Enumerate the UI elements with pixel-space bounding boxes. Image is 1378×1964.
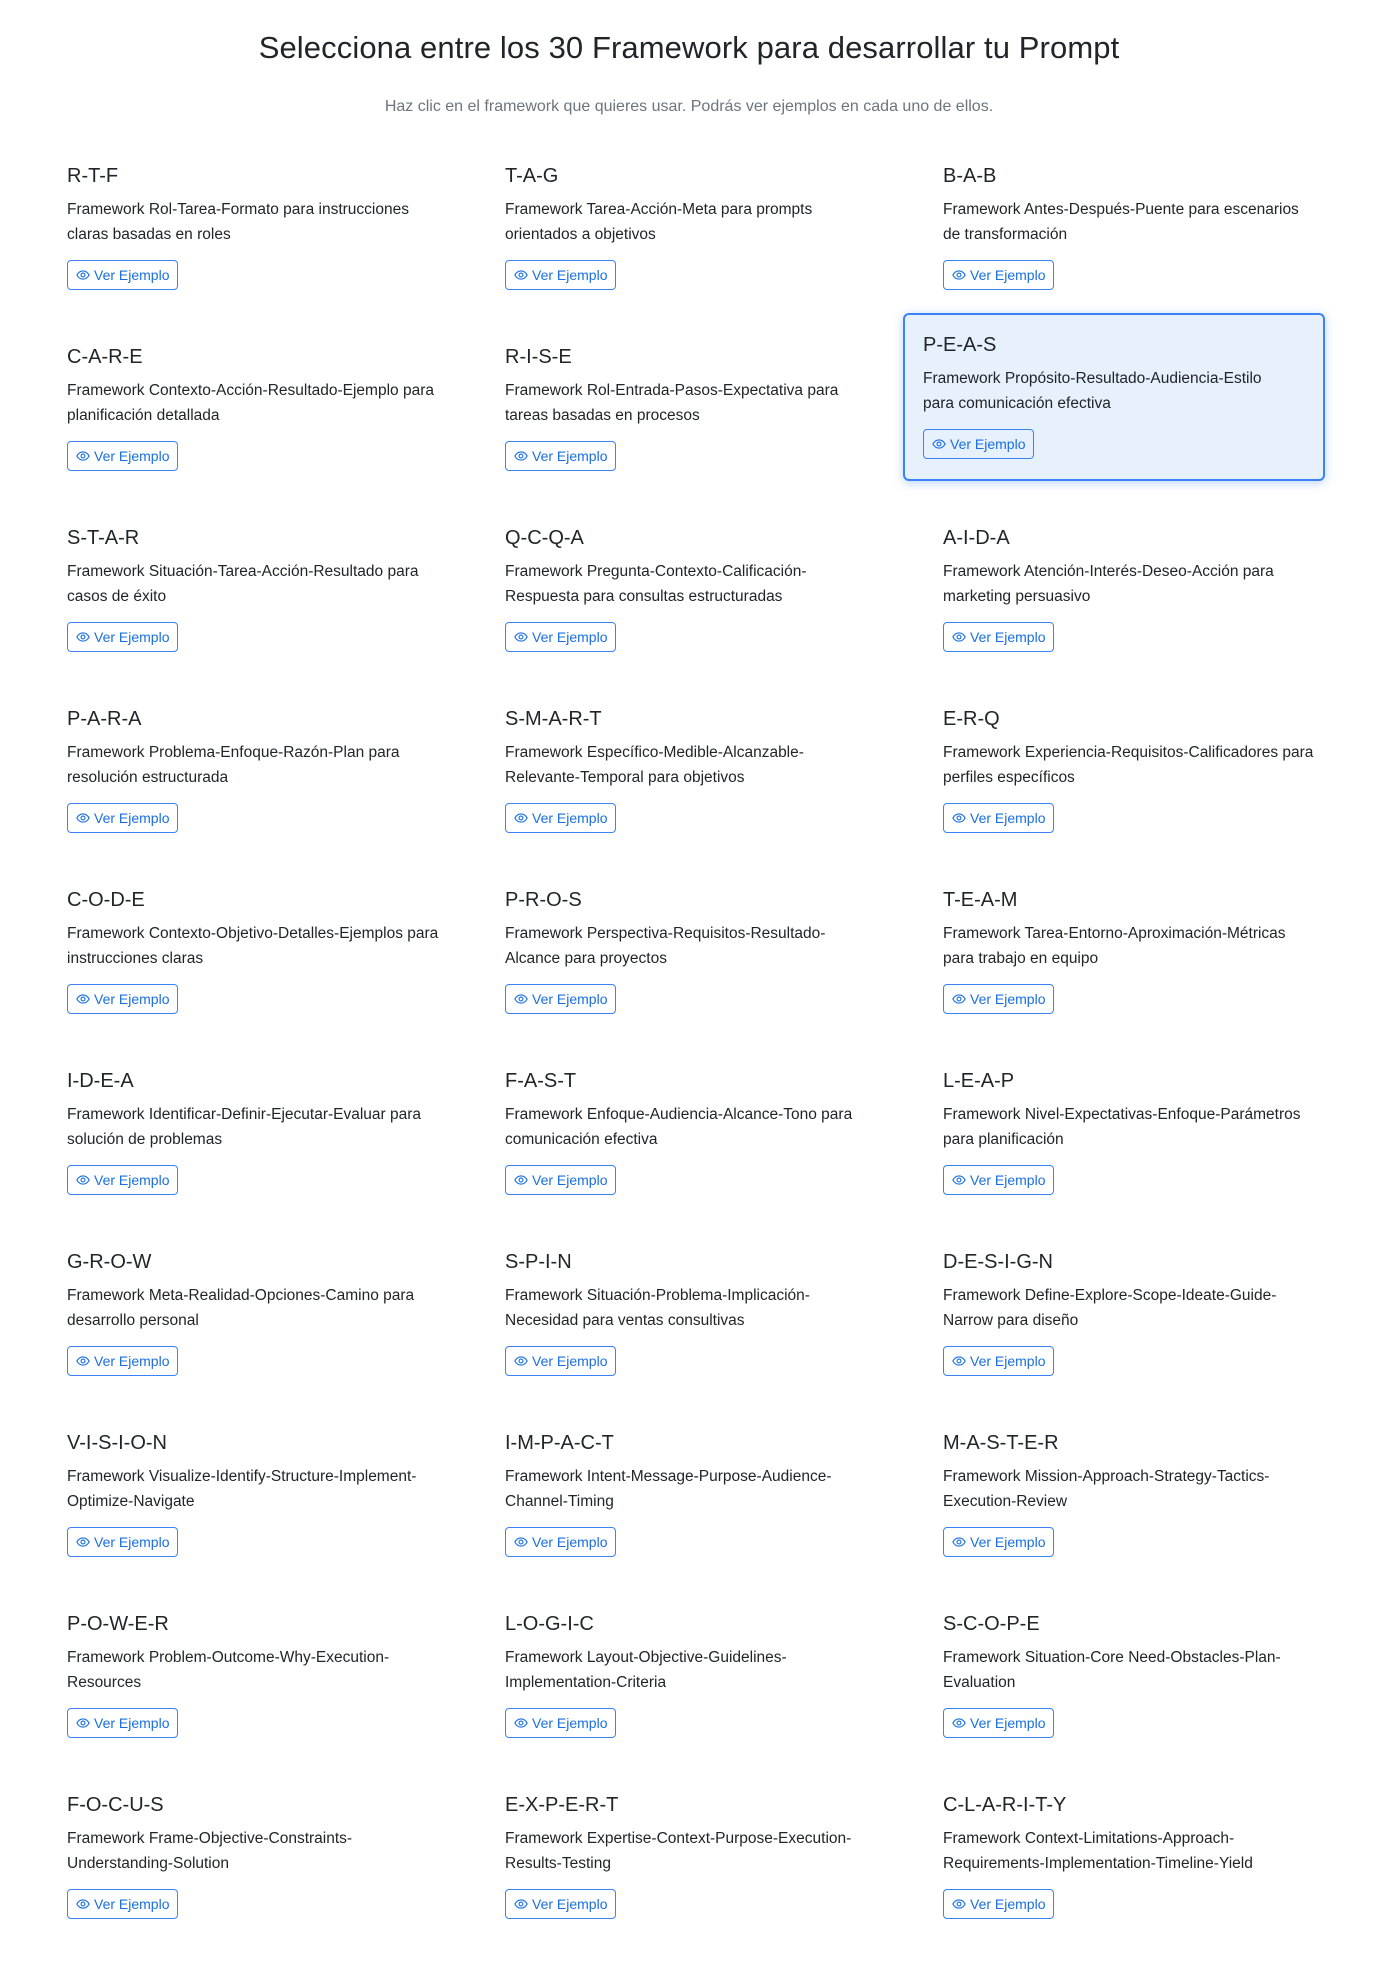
framework-card-pros[interactable] (486, 878, 924, 1059)
framework-description: Framework Atención-Interés-Deseo-Acción para marketing persuasivo (943, 563, 1274, 605)
ver-ejemplo-button[interactable] (505, 1527, 616, 1557)
ver-ejemplo-label: Ver Ejemplo (94, 629, 170, 645)
framework-title: D-E-S-I-G-N (943, 1251, 1053, 1273)
eye-icon (952, 1718, 966, 1728)
ver-ejemplo-label: Ver Ejemplo (532, 448, 608, 464)
ver-ejemplo-label: Ver Ejemplo (532, 629, 608, 645)
ver-ejemplo-button[interactable] (505, 441, 616, 471)
ver-ejemplo-label: Ver Ejemplo (970, 991, 1046, 1007)
framework-description: Framework Tarea-Acción-Meta para prompts orientados a objetivos (505, 201, 813, 243)
framework-description: Framework Situación-Problema-Implicación-Necesidad para ventas consultivas (505, 1287, 810, 1329)
eye-icon (514, 270, 528, 280)
ver-ejemplo-button[interactable] (943, 1527, 1054, 1557)
framework-title: P-A-R-A (67, 708, 142, 730)
eye-icon (514, 632, 528, 642)
eye-icon (952, 632, 966, 642)
ver-ejemplo-label: Ver Ejemplo (532, 1896, 608, 1912)
framework-title: C-A-R-E (67, 346, 143, 368)
framework-card-vision[interactable] (48, 1421, 486, 1602)
eye-icon (952, 994, 966, 1004)
eye-icon (952, 1899, 966, 1909)
eye-icon (76, 813, 90, 823)
eye-icon (514, 1899, 528, 1909)
framework-card-power[interactable] (48, 1602, 486, 1783)
ver-ejemplo-label: Ver Ejemplo (970, 629, 1046, 645)
framework-card-rise[interactable] (486, 335, 924, 516)
framework-grid (48, 154, 1338, 1964)
framework-description: Framework Context-Limitations-Approach-Requirements-Implementation-Timeline-Yield (943, 1830, 1253, 1872)
framework-description: Framework Situación-Tarea-Acción-Resultado para casos de éxito (67, 563, 419, 605)
eye-icon (952, 1175, 966, 1185)
eye-icon (514, 1718, 528, 1728)
ver-ejemplo-button[interactable] (67, 1889, 178, 1919)
framework-description: Framework Layout-Objective-Guidelines-Implementation-Criteria (505, 1649, 787, 1691)
eye-icon (76, 1356, 90, 1366)
framework-title: G-R-O-W (67, 1251, 152, 1273)
framework-description: Framework Intent-Message-Purpose-Audience-Channel-Timing (505, 1468, 832, 1510)
ver-ejemplo-label: Ver Ejemplo (94, 810, 170, 826)
ver-ejemplo-button[interactable] (67, 441, 178, 471)
ver-ejemplo-button[interactable] (505, 803, 616, 833)
ver-ejemplo-label: Ver Ejemplo (970, 1896, 1046, 1912)
framework-description: Framework Visualize-Identify-Structure-Implement-Optimize-Navigate (67, 1468, 417, 1510)
eye-icon (76, 1899, 90, 1909)
ver-ejemplo-button[interactable] (943, 1708, 1054, 1738)
framework-title: I-M-P-A-C-T (505, 1432, 614, 1454)
ver-ejemplo-label: Ver Ejemplo (970, 1534, 1046, 1550)
ver-ejemplo-label: Ver Ejemplo (94, 1896, 170, 1912)
eye-icon (76, 451, 90, 461)
framework-title: B-A-B (943, 165, 997, 187)
framework-card-focus[interactable] (48, 1783, 486, 1964)
framework-description: Framework Rol-Entrada-Pasos-Expectativa para tareas basadas en procesos (505, 382, 839, 424)
ver-ejemplo-label: Ver Ejemplo (532, 991, 608, 1007)
framework-card-code[interactable] (48, 878, 486, 1059)
eye-icon (952, 813, 966, 823)
ver-ejemplo-button[interactable] (943, 803, 1054, 833)
ver-ejemplo-button[interactable] (923, 429, 1034, 459)
framework-title: S-P-I-N (505, 1251, 572, 1273)
ver-ejemplo-button[interactable] (943, 260, 1054, 290)
framework-card-rtf[interactable] (48, 154, 486, 335)
eye-icon (514, 1356, 528, 1366)
framework-title: P-E-A-S (923, 334, 997, 356)
framework-description: Framework Experiencia-Requisitos-Calificadores para perfiles específicos (943, 744, 1314, 786)
framework-card-peas[interactable] (903, 313, 1325, 481)
framework-description: Framework Propósito-Resultado-Audiencia-Estilo para comunicación efectiva (923, 370, 1262, 412)
ver-ejemplo-button[interactable] (505, 260, 616, 290)
ver-ejemplo-label: Ver Ejemplo (94, 991, 170, 1007)
eye-icon (514, 1537, 528, 1547)
framework-description: Framework Contexto-Acción-Resultado-Ejemplo para planificación detallada (67, 382, 434, 424)
ver-ejemplo-button[interactable] (67, 260, 178, 290)
framework-card-qcqa[interactable] (486, 516, 924, 697)
ver-ejemplo-button[interactable] (505, 1165, 616, 1195)
ver-ejemplo-label: Ver Ejemplo (970, 810, 1046, 826)
ver-ejemplo-button[interactable] (505, 984, 616, 1014)
framework-title: C-O-D-E (67, 889, 145, 911)
framework-title: E-R-Q (943, 708, 1000, 730)
framework-description: Framework Problema-Enfoque-Razón-Plan para resolución estructurada (67, 744, 400, 786)
ver-ejemplo-label: Ver Ejemplo (532, 267, 608, 283)
framework-description: Framework Problem-Outcome-Why-Execution-Resources (67, 1649, 390, 1691)
framework-title: C-L-A-R-I-T-Y (943, 1794, 1067, 1816)
framework-description: Framework Contexto-Objetivo-Detalles-Ejemplos para instrucciones claras (67, 925, 439, 967)
framework-card-fast[interactable] (486, 1059, 924, 1240)
framework-title: R-T-F (67, 165, 119, 187)
ver-ejemplo-label: Ver Ejemplo (970, 1172, 1046, 1188)
framework-description: Framework Situation-Core Need-Obstacles-Plan-Evaluation (943, 1649, 1281, 1691)
framework-card-care[interactable] (48, 335, 486, 516)
framework-card-master[interactable] (924, 1421, 1362, 1602)
framework-card-team[interactable] (924, 878, 1362, 1059)
framework-title: M-A-S-T-E-R (943, 1432, 1059, 1454)
framework-title: P-O-W-E-R (67, 1613, 169, 1635)
ver-ejemplo-label: Ver Ejemplo (532, 1715, 608, 1731)
ver-ejemplo-label: Ver Ejemplo (532, 1534, 608, 1550)
framework-card-design[interactable] (924, 1240, 1362, 1421)
ver-ejemplo-label: Ver Ejemplo (94, 448, 170, 464)
framework-description: Framework Tarea-Entorno-Aproximación-Métricas para trabajo en equipo (943, 925, 1286, 967)
ver-ejemplo-button[interactable] (943, 622, 1054, 652)
framework-description: Framework Perspectiva-Requisitos-Resultado-Alcance para proyectos (505, 925, 826, 967)
ver-ejemplo-button[interactable] (67, 1527, 178, 1557)
framework-title: R-I-S-E (505, 346, 572, 368)
ver-ejemplo-button[interactable] (505, 1708, 616, 1738)
framework-description: Framework Rol-Tarea-Formato para instrucciones claras basadas en roles (67, 201, 409, 243)
framework-description: Framework Meta-Realidad-Opciones-Camino para desarrollo personal (67, 1287, 415, 1329)
framework-title: Q-C-Q-A (505, 527, 584, 549)
eye-icon (932, 439, 946, 449)
framework-card-star[interactable] (48, 516, 486, 697)
eye-icon (514, 994, 528, 1004)
framework-card-smart[interactable] (486, 697, 924, 878)
ver-ejemplo-button[interactable] (943, 1889, 1054, 1919)
eye-icon (76, 632, 90, 642)
framework-title: A-I-D-A (943, 527, 1010, 549)
framework-card-logic[interactable] (486, 1602, 924, 1783)
eye-icon (514, 1175, 528, 1185)
ver-ejemplo-button[interactable] (943, 984, 1054, 1014)
ver-ejemplo-button[interactable] (505, 1346, 616, 1376)
ver-ejemplo-button[interactable] (67, 1165, 178, 1195)
framework-card-bab[interactable] (924, 154, 1362, 335)
framework-card-tag[interactable] (486, 154, 924, 335)
framework-card-idea[interactable] (48, 1059, 486, 1240)
framework-card-impact[interactable] (486, 1421, 924, 1602)
framework-description: Framework Específico-Medible-Alcanzable-Relevante-Temporal para objetivos (505, 744, 804, 786)
framework-card-leap[interactable] (924, 1059, 1362, 1240)
framework-title: T-A-G (505, 165, 559, 187)
page-title: Selecciona entre los 30 Framework para desarrollar tu Prompt (258, 30, 1120, 65)
eye-icon (514, 813, 528, 823)
ver-ejemplo-button[interactable] (67, 622, 178, 652)
framework-title: T-E-A-M (943, 889, 1018, 911)
ver-ejemplo-label: Ver Ejemplo (950, 436, 1026, 452)
framework-title: V-I-S-I-O-N (67, 1432, 167, 1454)
framework-description: Framework Antes-Después-Puente para escenarios de transformación (943, 201, 1299, 243)
ver-ejemplo-label: Ver Ejemplo (532, 1172, 608, 1188)
framework-description: Framework Pregunta-Contexto-Calificación-Respuesta para consultas estructuradas (505, 563, 807, 605)
framework-title: S-M-A-R-T (505, 708, 602, 730)
ver-ejemplo-button[interactable] (505, 622, 616, 652)
framework-description: Framework Mission-Approach-Strategy-Tactics-Execution-Review (943, 1468, 1270, 1510)
ver-ejemplo-button[interactable] (67, 1346, 178, 1376)
ver-ejemplo-label: Ver Ejemplo (970, 1353, 1046, 1369)
framework-title: S-C-O-P-E (943, 1613, 1040, 1635)
framework-card-para[interactable] (48, 697, 486, 878)
eye-icon (952, 1356, 966, 1366)
ver-ejemplo-button[interactable] (67, 1708, 178, 1738)
eye-icon (952, 270, 966, 280)
eye-icon (514, 451, 528, 461)
framework-title: F-A-S-T (505, 1070, 577, 1092)
eye-icon (76, 1718, 90, 1728)
framework-description: Framework Identificar-Definir-Ejecutar-Evaluar para solución de problemas (67, 1106, 422, 1148)
framework-description: Framework Enfoque-Audiencia-Alcance-Tono para comunicación efectiva (505, 1106, 853, 1148)
framework-title: S-T-A-R (67, 527, 140, 549)
ver-ejemplo-label: Ver Ejemplo (94, 1353, 170, 1369)
ver-ejemplo-button[interactable] (67, 984, 178, 1014)
ver-ejemplo-label: Ver Ejemplo (532, 1353, 608, 1369)
framework-description: Framework Nivel-Expectativas-Enfoque-Parámetros para planificación (943, 1106, 1301, 1148)
eye-icon (76, 1537, 90, 1547)
framework-description: Framework Expertise-Context-Purpose-Execution-Results-Testing (505, 1830, 852, 1872)
framework-card-aida[interactable] (924, 516, 1362, 697)
eye-icon (952, 1537, 966, 1547)
ver-ejemplo-label: Ver Ejemplo (532, 810, 608, 826)
framework-card-expert[interactable] (486, 1783, 924, 1964)
ver-ejemplo-button[interactable] (67, 803, 178, 833)
framework-card-spin[interactable] (486, 1240, 924, 1421)
framework-title: L-O-G-I-C (505, 1613, 594, 1635)
page-subtitle: Haz clic en el framework que quieres usar. Podrás ver ejemplos en cada uno de ellos. (384, 98, 994, 115)
ver-ejemplo-button[interactable] (943, 1346, 1054, 1376)
framework-title: F-O-C-U-S (67, 1794, 164, 1816)
framework-card-scope[interactable] (924, 1602, 1362, 1783)
ver-ejemplo-label: Ver Ejemplo (94, 1534, 170, 1550)
ver-ejemplo-label: Ver Ejemplo (94, 1715, 170, 1731)
ver-ejemplo-label: Ver Ejemplo (970, 1715, 1046, 1731)
eye-icon (76, 270, 90, 280)
framework-title: E-X-P-E-R-T (505, 1794, 619, 1816)
framework-title: I-D-E-A (67, 1070, 134, 1092)
framework-title: L-E-A-P (943, 1070, 1015, 1092)
framework-description: Framework Frame-Objective-Constraints-Understanding-Solution (67, 1830, 353, 1872)
framework-card-clarity[interactable] (924, 1783, 1362, 1964)
ver-ejemplo-label: Ver Ejemplo (970, 267, 1046, 283)
ver-ejemplo-label: Ver Ejemplo (94, 1172, 170, 1188)
framework-description: Framework Define-Explore-Scope-Ideate-Guide-Narrow para diseño (943, 1287, 1277, 1329)
eye-icon (76, 1175, 90, 1185)
ver-ejemplo-button[interactable] (943, 1165, 1054, 1195)
framework-card-erq[interactable] (924, 697, 1362, 878)
ver-ejemplo-button[interactable] (505, 1889, 616, 1919)
ver-ejemplo-label: Ver Ejemplo (94, 267, 170, 283)
framework-card-grow[interactable] (48, 1240, 486, 1421)
eye-icon (76, 994, 90, 1004)
framework-title: P-R-O-S (505, 889, 582, 911)
